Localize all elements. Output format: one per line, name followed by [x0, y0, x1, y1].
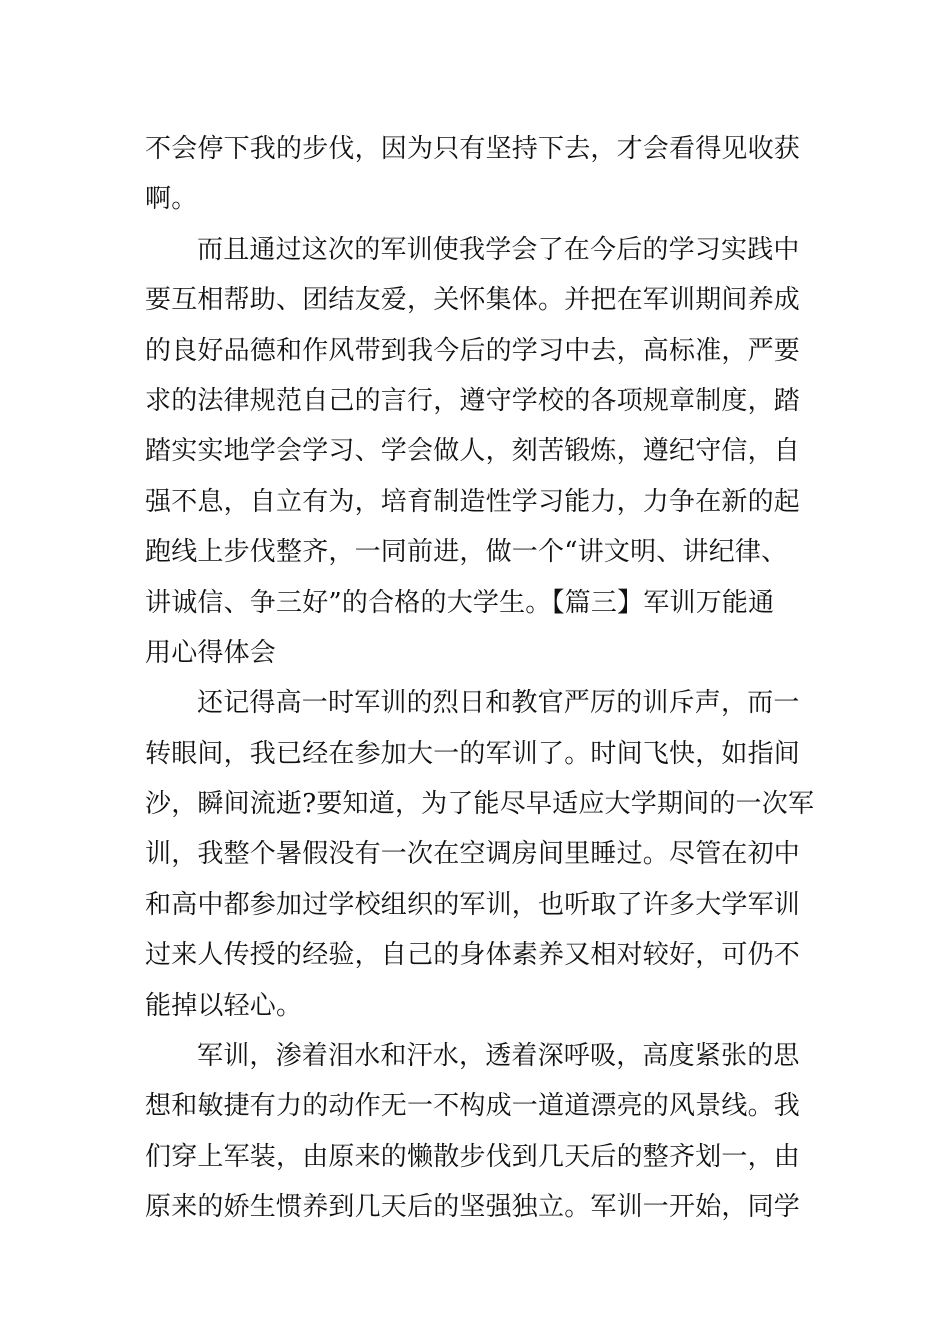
- text-line: 训，我整个暑假没有一次在空调房间里睡过。尽管在初中: [145, 839, 801, 870]
- document-body: [145, 124, 815, 1233]
- text-line: 而且通过这次的军训使我学会了在今后的学习实践中: [197, 234, 800, 265]
- text-line: 过来人传授的经验，自己的身体素养又相对较好，可仍不: [145, 940, 801, 971]
- text-line: 沙，瞬间流逝?要知道，为了能尽早适应大学期间的一次军: [145, 789, 815, 820]
- text-line: 讲诚信、争三好”的合格的大学生。【篇三】军训万能通: [145, 587, 775, 618]
- text-line: 不会停下我的步伐，因为只有坚持下去，才会看得见收获: [145, 134, 801, 164]
- text-line: 啊。: [145, 184, 198, 215]
- text-line: 踏实实地学会学习、学会做人，刻苦锻炼，遵纪守信，自: [145, 436, 801, 467]
- text-line: 要互相帮助、团结友爱，关怀集体。并把在军训期间养成: [145, 285, 801, 316]
- text-line: 的良好品德和作风带到我今后的学习中去，高标准，严要: [145, 335, 801, 366]
- text-line: 能掉以轻心。: [145, 990, 303, 1021]
- text-line: 转眼间，我已经在参加大一的军训了。时间飞快，如指间: [145, 738, 801, 769]
- text-line: 们穿上军装，由原来的懒散步伐到几天后的整齐划一，由: [145, 1141, 801, 1172]
- text-line: 想和敏捷有力的动作无一不构成一道道漂亮的风景线。我: [145, 1091, 801, 1122]
- text-line: 军训，渗着泪水和汗水，透着深呼吸，高度紧张的思: [197, 1041, 800, 1072]
- text-line: 还记得高一时军训的烈日和教官严厉的训斥声，而一: [197, 688, 800, 719]
- text-line: 原来的娇生惯养到几天后的坚强独立。军训一开始，同学: [145, 1192, 801, 1223]
- text-line: 求的法律规范自己的言行，遵守学校的各项规章制度，踏: [145, 385, 801, 416]
- text-line: 强不息，自立有为，培育制造性学习能力，力争在新的起: [145, 486, 801, 517]
- text-line: 和高中都参加过学校组织的军训，也听取了许多大学军训: [145, 889, 801, 920]
- text-line: 跑线上步伐整齐，一同前进，做一个“讲文明、讲纪律、: [145, 537, 788, 568]
- text-line: 用心得体会: [145, 637, 277, 668]
